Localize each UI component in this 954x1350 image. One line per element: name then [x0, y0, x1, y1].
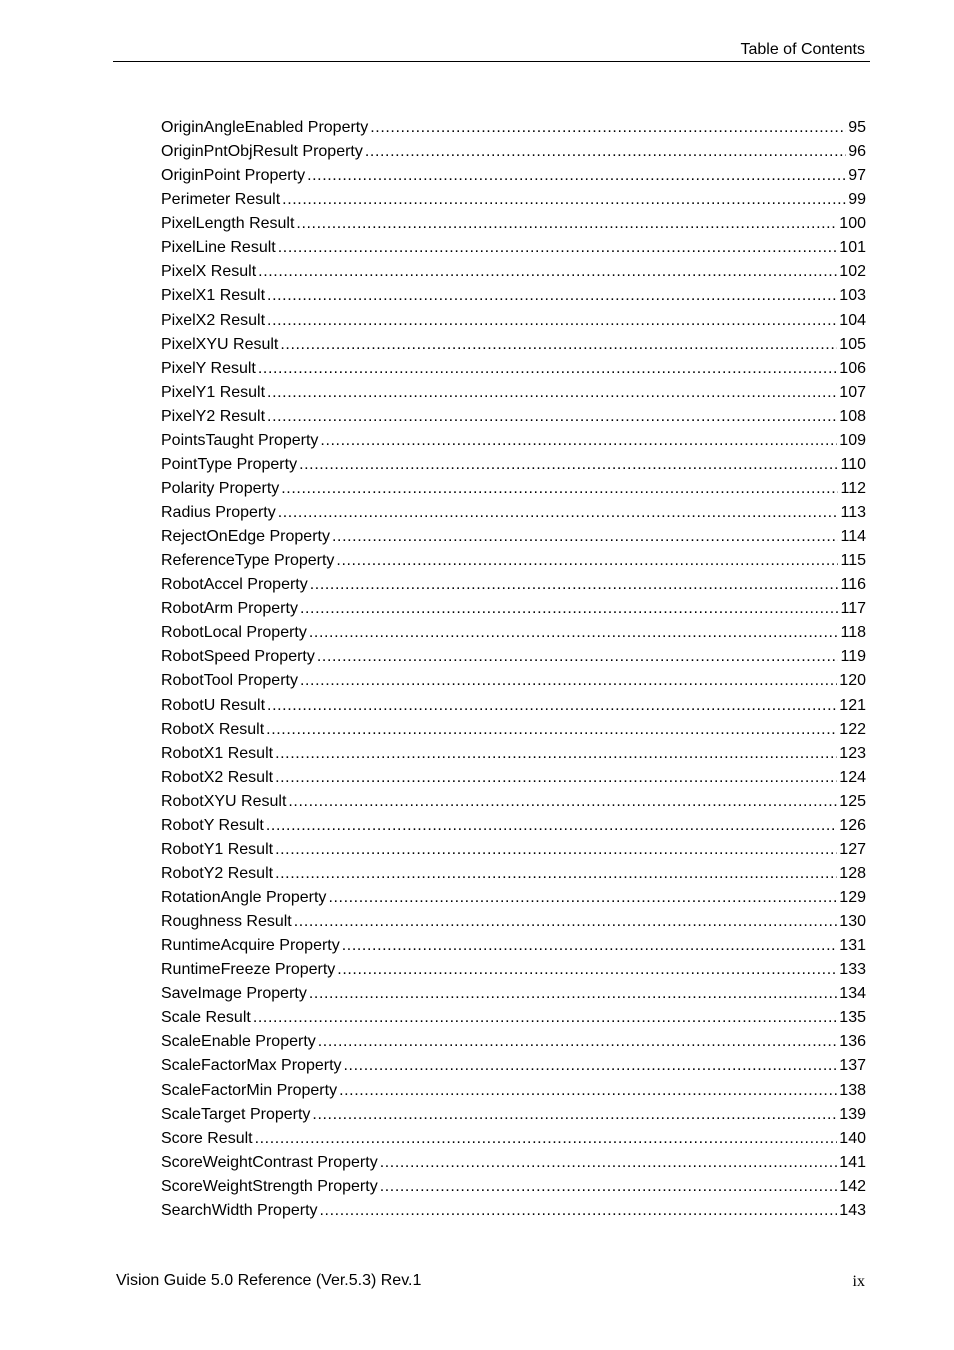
toc-entry-label: RotationAngle Property	[161, 889, 327, 906]
toc-entry-label: ScaleFactorMax Property	[161, 1057, 342, 1075]
toc-entry-label: Perimeter Result	[161, 191, 281, 209]
toc-dot-leader	[344, 1056, 838, 1076]
toc-entry[interactable]	[161, 238, 866, 262]
toc-dot-leader	[339, 1081, 837, 1101]
header-title: Table of Contents	[740, 41, 865, 58]
toc-entry[interactable]	[161, 551, 866, 575]
toc-entry-page: 99	[848, 191, 866, 209]
toc-dot-leader	[255, 1129, 838, 1149]
toc-entry[interactable]	[161, 262, 866, 286]
toc-entry-label: RobotU Result	[161, 696, 266, 714]
toc-entry[interactable]	[161, 1056, 866, 1080]
toc-entry[interactable]	[161, 166, 866, 190]
toc-entry[interactable]	[161, 1008, 866, 1032]
toc-entry[interactable]	[161, 768, 866, 792]
toc-entry-label: RuntimeFreeze Property	[161, 961, 336, 979]
toc-entry-page: 103	[839, 287, 866, 305]
toc-entry-label: RobotX1 Result	[161, 744, 274, 762]
toc-entry-label: PixelX1 Result	[161, 287, 266, 305]
toc-entry-page: 142	[839, 1177, 866, 1195]
toc-entry-page: 125	[839, 792, 866, 810]
toc-entry-page: 122	[839, 720, 866, 738]
toc-entry[interactable]	[161, 479, 866, 503]
toc-dot-leader	[365, 142, 846, 162]
toc-entry-label: PointsTaught Property	[161, 431, 319, 449]
toc-entry[interactable]	[161, 671, 866, 695]
toc-entry-page: 130	[839, 913, 866, 931]
toc-entry-page: 123	[839, 744, 866, 762]
toc-dot-leader	[278, 503, 839, 523]
toc-entry-label: RobotY2 Result	[161, 864, 274, 882]
toc-entry[interactable]	[161, 1201, 866, 1225]
toc-entry-label: PixelX2 Result	[161, 311, 266, 329]
toc-dot-leader	[278, 238, 838, 258]
toc-entry-label: Polarity Property	[161, 479, 280, 497]
toc-entry-page: 112	[840, 479, 866, 497]
toc-dot-leader	[267, 286, 837, 306]
toc-entry-page: 109	[839, 431, 866, 449]
toc-entry-label: RobotLocal Property	[161, 624, 307, 642]
toc-entry[interactable]	[161, 816, 866, 840]
toc-entry-page: 100	[839, 215, 866, 233]
toc-dot-leader	[300, 599, 839, 619]
toc-dot-leader	[275, 840, 837, 860]
toc-entry-page: 139	[839, 1105, 866, 1123]
toc-entry[interactable]	[161, 623, 866, 647]
toc-entry-label: RejectOnEdge Property	[161, 528, 330, 546]
toc-entry-label: ScaleEnable Property	[161, 1033, 316, 1051]
toc-entry-label: RobotY Result	[161, 816, 264, 834]
toc-entry-page: 134	[839, 985, 866, 1003]
toc-entry-page: 114	[840, 528, 866, 546]
toc-entry-page: 124	[839, 768, 866, 786]
toc-entry[interactable]	[161, 1129, 866, 1153]
toc-entry-label: RuntimeAcquire Property	[161, 937, 340, 955]
toc-dot-leader	[307, 166, 846, 186]
toc-entry-label: ScoreWeightStrength Property	[161, 1177, 378, 1195]
toc-entry[interactable]	[161, 527, 866, 551]
toc-dot-leader	[266, 720, 837, 740]
toc-entry[interactable]	[161, 984, 866, 1008]
toc-dot-leader	[266, 816, 837, 836]
toc-dot-leader	[267, 383, 837, 403]
toc-dot-leader	[310, 575, 839, 595]
toc-entry[interactable]	[161, 383, 866, 407]
toc-entry-page: 102	[839, 263, 866, 281]
toc-entry-label: SaveImage Property	[161, 985, 307, 1003]
toc-dot-leader	[282, 190, 846, 210]
toc-entry-page: 133	[839, 961, 866, 979]
toc-dot-leader	[280, 335, 837, 355]
toc-entry[interactable]	[161, 1177, 866, 1201]
toc-entry[interactable]	[161, 503, 866, 527]
toc-dot-leader	[253, 1008, 837, 1028]
toc-entry[interactable]	[161, 1153, 866, 1177]
toc-entry-page: 107	[839, 383, 866, 401]
toc-entry-page: 104	[839, 311, 866, 329]
toc-entry-label: Scale Result	[161, 1009, 251, 1027]
toc-entry-label: RobotAccel Property	[161, 576, 308, 594]
toc-entry[interactable]	[161, 431, 866, 455]
toc-entry[interactable]	[161, 696, 866, 720]
toc-dot-leader	[380, 1153, 838, 1173]
toc-dot-leader	[309, 623, 839, 643]
toc-entry-page: 101	[839, 239, 866, 257]
toc-entry[interactable]	[161, 190, 866, 214]
toc-dot-leader	[275, 864, 837, 884]
toc-entry[interactable]	[161, 286, 866, 310]
footer-title: Vision Guide 5.0 Reference (Ver.5.3) Rev.1	[116, 1272, 422, 1289]
toc-entry-label: PixelY1 Result	[161, 383, 266, 401]
toc-entry[interactable]	[161, 840, 866, 864]
toc-entry-page: 96	[848, 143, 866, 161]
toc-entry[interactable]	[161, 575, 866, 599]
toc-dot-leader	[258, 262, 837, 282]
toc-entry-label: PixelY2 Result	[161, 407, 266, 425]
toc-entry-label: PixelXYU Result	[161, 335, 279, 353]
toc-entry-page: 140	[839, 1129, 866, 1147]
toc-entry-page: 113	[840, 504, 866, 521]
toc-entry-label: ScoreWeightContrast Property	[161, 1153, 378, 1171]
toc-dot-leader	[294, 912, 838, 932]
toc-entry[interactable]	[161, 142, 866, 166]
toc-entry-page: 138	[839, 1081, 866, 1099]
toc-dot-leader	[267, 407, 837, 427]
toc-entry-label: SearchWidth Property	[161, 1201, 318, 1219]
toc-entry-label: RobotX Result	[161, 720, 265, 738]
toc-dot-leader	[267, 311, 837, 331]
toc-dot-leader	[309, 984, 837, 1004]
toc-entry[interactable]	[161, 1105, 866, 1129]
toc-entry-page: 129	[839, 889, 866, 906]
toc-entry-page: 110	[840, 455, 866, 473]
toc-entry[interactable]	[161, 599, 866, 623]
toc-entry-page: 116	[840, 576, 866, 594]
toc-entry[interactable]	[161, 407, 866, 431]
toc-entry-page: 95	[848, 119, 866, 136]
header-divider	[113, 61, 870, 62]
toc-entry[interactable]	[161, 311, 866, 335]
toc-dot-leader	[299, 455, 838, 475]
toc-entry-page: 126	[839, 816, 866, 834]
toc-dot-leader	[300, 671, 837, 691]
toc-entry-page: 115	[840, 552, 866, 570]
toc-dot-leader	[380, 1177, 838, 1197]
toc-entry[interactable]	[161, 1081, 866, 1105]
toc-entry[interactable]	[161, 359, 866, 383]
toc-entry-page: 119	[840, 648, 866, 666]
toc-entry-label: RobotSpeed Property	[161, 648, 315, 666]
toc-entry-page: 136	[839, 1033, 866, 1051]
toc-entry-page: 106	[839, 359, 866, 377]
toc-entry-label: OriginPoint Property	[161, 167, 306, 185]
toc-dot-leader	[258, 359, 837, 379]
toc-entry-label: PointType Property	[161, 455, 298, 473]
toc-entry[interactable]	[161, 455, 866, 479]
toc-dot-leader	[342, 936, 838, 956]
table-of-contents	[161, 118, 866, 1225]
toc-entry[interactable]	[161, 214, 866, 238]
toc-entry-label: PixelLength Result	[161, 215, 295, 233]
toc-entry[interactable]	[161, 744, 866, 768]
footer-page-number: ix	[852, 1273, 865, 1290]
toc-entry-label: OriginPntObjResult Property	[161, 143, 363, 161]
toc-entry-page: 143	[839, 1201, 866, 1219]
toc-entry[interactable]	[161, 647, 866, 671]
toc-entry-label: PixelLine Result	[161, 239, 276, 257]
toc-entry[interactable]	[161, 936, 866, 960]
toc-entry-page: 141	[839, 1153, 866, 1171]
toc-dot-leader	[275, 744, 837, 764]
toc-dot-leader	[328, 888, 837, 908]
toc-entry-label: RobotY1 Result	[161, 840, 274, 858]
toc-entry-page: 127	[839, 840, 866, 858]
toc-dot-leader	[336, 551, 838, 571]
toc-dot-leader	[275, 768, 837, 788]
toc-entry[interactable]	[161, 792, 866, 816]
toc-entry-label: ScaleFactorMin Property	[161, 1081, 338, 1099]
toc-entry-label: RobotArm Property	[161, 600, 298, 618]
toc-dot-leader	[332, 527, 839, 547]
toc-dot-leader	[281, 479, 838, 499]
toc-dot-leader	[288, 792, 837, 812]
toc-entry-label: RobotTool Property	[161, 672, 298, 690]
toc-entry-page: 97	[848, 167, 866, 185]
toc-entry[interactable]	[161, 864, 866, 888]
toc-dot-leader	[370, 118, 846, 138]
toc-entry[interactable]	[161, 720, 866, 744]
toc-dot-leader	[312, 1105, 837, 1125]
toc-entry[interactable]	[161, 1032, 866, 1056]
toc-entry[interactable]	[161, 960, 866, 984]
toc-entry-page: 120	[839, 672, 866, 690]
toc-entry-page: 121	[839, 696, 866, 714]
toc-entry-label: RobotX2 Result	[161, 768, 274, 786]
toc-entry-page: 108	[839, 407, 866, 425]
toc-dot-leader	[267, 696, 837, 716]
toc-entry-label: Radius Property	[161, 504, 276, 521]
toc-entry-label: PixelX Result	[161, 263, 257, 281]
toc-entry[interactable]	[161, 335, 866, 359]
toc-dot-leader	[318, 1032, 838, 1052]
toc-entry-label: OriginAngleEnabled Property	[161, 119, 369, 136]
toc-entry[interactable]	[161, 888, 866, 912]
toc-entry-page: 117	[840, 600, 866, 618]
toc-dot-leader	[296, 214, 837, 234]
toc-entry-label: Roughness Result	[161, 913, 292, 931]
toc-entry-page: 137	[839, 1057, 866, 1075]
toc-dot-leader	[317, 647, 839, 667]
toc-entry-page: 118	[840, 624, 866, 642]
toc-dot-leader	[337, 960, 837, 980]
toc-entry-page: 128	[839, 864, 866, 882]
toc-entry-label: RobotXYU Result	[161, 792, 287, 810]
toc-dot-leader	[320, 1201, 838, 1221]
toc-entry[interactable]	[161, 912, 866, 936]
toc-entry-page: 105	[839, 335, 866, 353]
toc-dot-leader	[320, 431, 837, 451]
toc-entry-label: ScaleTarget Property	[161, 1105, 311, 1123]
toc-entry-page: 131	[839, 937, 866, 955]
toc-entry-page: 135	[839, 1009, 866, 1027]
toc-entry-label: Score Result	[161, 1129, 253, 1147]
toc-entry-label: ReferenceType Property	[161, 552, 335, 570]
toc-entry[interactable]	[161, 118, 866, 142]
toc-entry-label: PixelY Result	[161, 359, 256, 377]
